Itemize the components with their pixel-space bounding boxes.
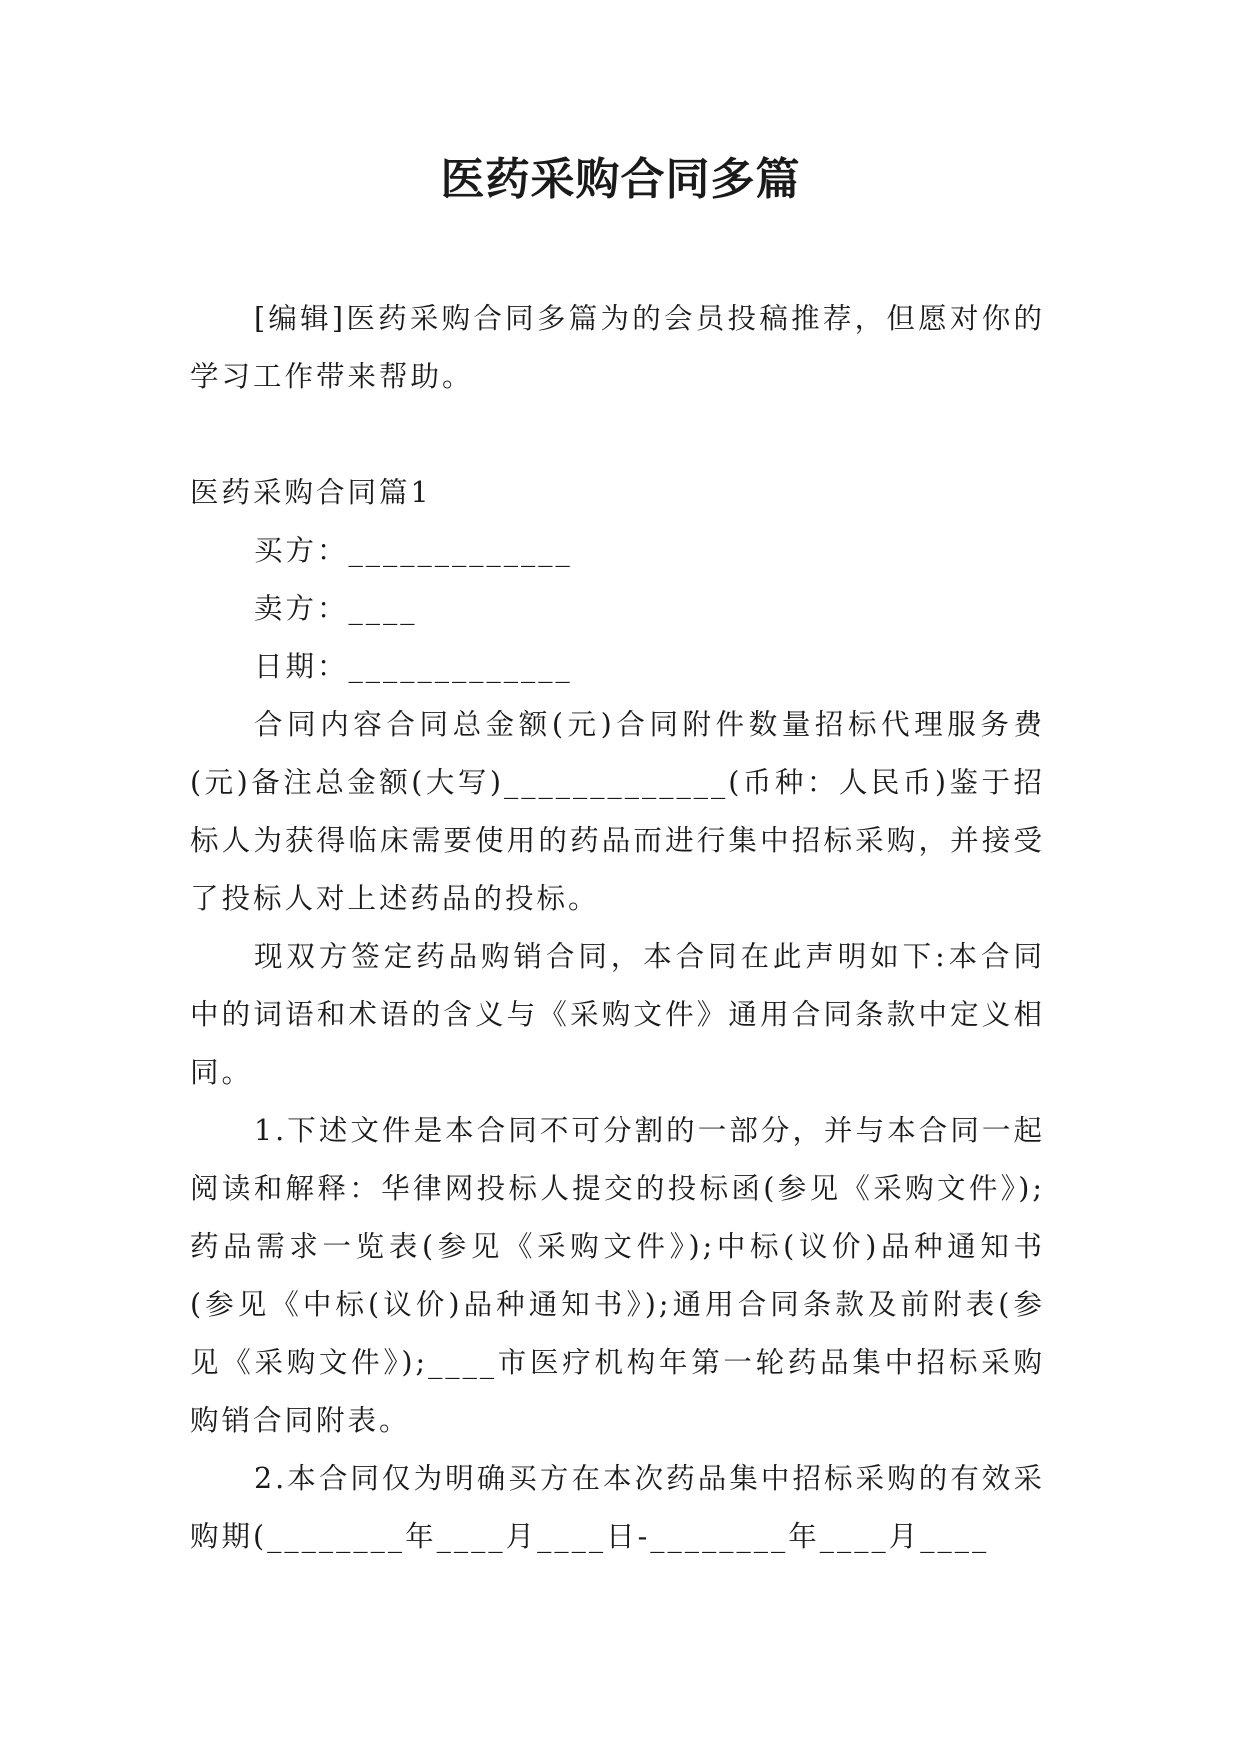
section-heading: 医药采购合同篇1 — [190, 476, 432, 509]
contract-paragraph: 1.下述文件是本合同不可分割的一部分，并与本合同一起阅读和解释：华律网投标人提交的投标函(参见《采购文件》);药品需求一览表(参见《采购文件》);中标(议价)品种通知书(参见《中标(议价)品种通知书》);通用合同条款及前附表(参见《采购文件》);____市医疗机构年第一轮药品集中招标采购购销合同附表。 — [190, 1114, 1045, 1437]
contract-paragraph: 2.本合同仅为明确买方在本次药品集中招标采购的有效采购期(________年____月____日-________年____月____ — [190, 1462, 1045, 1553]
seller-field: 卖方：____ — [254, 592, 418, 625]
document-title: 医药采购合同多篇 — [440, 154, 801, 205]
paragraph-gap — [190, 406, 1045, 464]
document-body — [190, 290, 1045, 1566]
buyer-field: 买方：_____________ — [254, 534, 573, 567]
contract-paragraph: 合同内容合同总金额(元)合同附件数量招标代理服务费(元)备注总金额(大写)_____________(币种：人民币)鉴于招标人为获得临床需要使用的药品而进行集中招标采购，并接受了投标人对上述药品的投标。 — [190, 708, 1045, 915]
intro-paragraph: [编辑]医药采购合同多篇为的会员投稿推荐，但愿对你的学习工作带来帮助。 — [190, 302, 1045, 393]
date-field: 日期：_____________ — [254, 650, 573, 683]
contract-paragraph: 现双方签定药品购销合同，本合同在此声明如下:本合同中的词语和术语的含义与《采购文件》通用合同条款中定义相同。 — [190, 940, 1045, 1089]
